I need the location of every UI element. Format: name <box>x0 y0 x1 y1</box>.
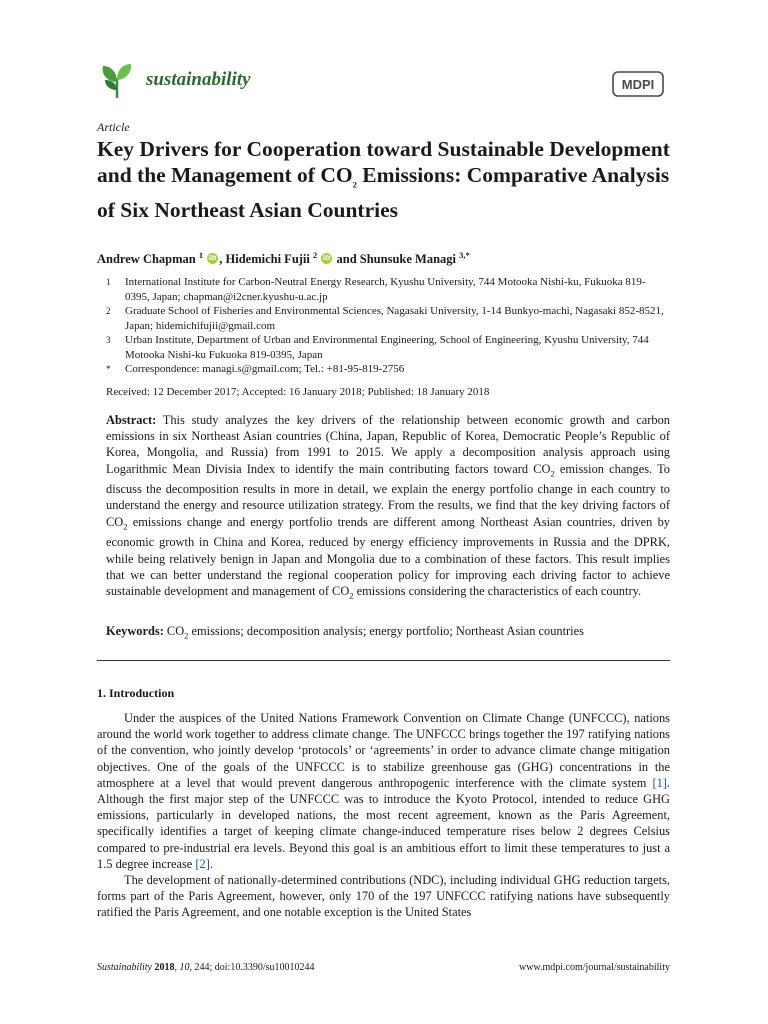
publisher-logo-icon <box>612 71 664 97</box>
affiliation-text: Graduate School of Fisheries and Environmental Sciences, Nagasaki University, 1-14 Bunkyo-machi, Nagasaki 852-8521, Japan; hidemichifujii@gmail.com <box>125 305 664 332</box>
journal-logo-icon <box>97 60 137 100</box>
affiliation-text: Urban Institute, Department of Urban and Environmental Engineering, School of Engineering, Kyushu University, 744 Motooka Nishi-ku Fukuoka 819-0395, Japan <box>125 334 649 361</box>
affiliation-mark: 1 <box>106 277 111 287</box>
correspondence <box>106 362 666 377</box>
abstract <box>106 412 670 604</box>
article-title <box>97 136 672 223</box>
affiliation-mark: 3 <box>106 335 111 345</box>
author-name[interactable]: Andrew Chapman <box>97 252 196 267</box>
keywords-subscript: 2 <box>184 630 189 641</box>
orcid-icon[interactable] <box>321 253 332 264</box>
footer-year: 2018 <box>154 962 175 973</box>
author-name[interactable]: Shunsuke Managi <box>359 252 457 267</box>
publisher-logo-text: MDPI <box>621 77 655 92</box>
footer-citation: Sustainability 2018, 10, 244; doi:10.3390/su10010244 <box>97 962 315 973</box>
abstract-subscript: 2 <box>123 521 128 532</box>
keywords-text: emissions; decomposition analysis; energy portfolio; Northeast Asian countries <box>188 624 584 638</box>
abstract-subscript: 2 <box>550 468 555 479</box>
citation-link[interactable]: [1] <box>652 775 667 790</box>
affiliation-mark: * <box>106 364 111 374</box>
journal-name: sustainability <box>146 69 251 90</box>
author-name[interactable]: Hidemichi Fujii <box>225 252 310 267</box>
keywords-label: Keywords: <box>106 624 164 638</box>
author-separator: , <box>219 252 226 267</box>
section-heading: 1. Introduction <box>97 686 175 700</box>
orcid-icon[interactable] <box>207 253 218 264</box>
affiliation-2 <box>106 304 666 334</box>
keywords-text: CO <box>163 624 185 638</box>
footer-volume: 10 <box>179 962 190 973</box>
paragraph-text: Under the auspices of the United Nations Framework Convention on Climate Change (UNFCCC), nations around the world work together to address climate change. The UNFCCC brings together the 197 ratifying nations of the convention, who jointly develop ‘protocols’ or ‘agreements’ in order to advance climate change mitigation objectives. One of the goals of the UNFCCC is to stabilize greenhouse gas (GHG) concentrations in the atmosphere at a level that would prevent dangerous anthropogenic interference with the climate system <box>97 711 670 790</box>
abstract-label: Abstract: <box>106 413 157 427</box>
author-affiliation-mark: 3,* <box>459 250 470 260</box>
affiliation-text: International Institute for Carbon-Neutral Energy Research, Kyushu University, 744 Motooka Nishi-ku, Fukuoka 819-0395, Japan; chapman@i2cner.kyushu-u.ac.jp <box>125 276 646 303</box>
affiliation-text: Correspondence: managi.s@gmail.com; Tel.: +81-95-819-2756 <box>125 363 405 375</box>
introduction-body <box>97 710 670 921</box>
footer-journal: Sustainability <box>97 962 152 973</box>
article-type: Article <box>97 120 130 134</box>
footer-doi: , 244; doi:10.3390/su10010244 <box>189 962 315 973</box>
publication-dates: Received: 12 December 2017; Accepted: 16 January 2018; Published: 18 January 2018 <box>106 386 490 398</box>
abstract-text: This study analyzes the key drivers of the relationship between economic growth and carbon emissions in six Northeast Asian countries (China, Japan, Republic of Korea, Democratic People’s Republic of Korea, Mongolia, and Russia) from 1991 to 2015. We apply a decomposition analysis approach using Logarithmic Mean Divisia Index to identify the main contributing factors toward CO <box>106 413 670 476</box>
paragraph-text: . <box>209 856 213 871</box>
title-subscript: 2 <box>352 179 357 190</box>
paragraph <box>97 710 670 872</box>
abstract-text: emissions considering the characteristics of each country. <box>353 583 642 598</box>
affiliation-mark: 2 <box>106 306 111 316</box>
footer-url[interactable]: www.mdpi.com/journal/sustainability <box>518 962 670 973</box>
author-affiliation-mark: 2 <box>313 250 318 260</box>
abstract-text: emission changes. To discuss the decomposition results in more in detail, we explain the energy portfolio change in each country to understand the energy and resource utilization strategy. From the results, we find that the key driving factors of CO <box>106 461 671 529</box>
keywords <box>106 624 670 640</box>
abstract-text: emissions change and energy portfolio trends are different among Northeast Asian countries, driven by economic growth in China and Korea, reduced by energy efficiency improvements in Russia and the DPRK, while being relatively benign in Japan and Mongolia due to a combination of these factors. This result implies that we can better understand the regional cooperation policy for improving each driving factor to achieve sustainable development and management of CO <box>106 514 670 598</box>
author-separator: and <box>333 252 360 267</box>
title-part-2: Emissions: Comparative Analysis of Six Northeast Asian Countries <box>97 163 670 223</box>
author-list <box>97 250 470 267</box>
paragraph-text: . Although the first major step of the UNFCCC was to introduce the Kyoto Protocol, intended to reduce GHG emissions, particularly in developed nations, the most recent agreement, known as the Paris Agreement, specifically identifies a target of keeping climate change-induced temperature rises below 2 degrees Celsius compared to pre-industrial era levels. Beyond this goal is an ambitious effort to limit these temperatures to just a 1.5 degree increase <box>97 775 670 871</box>
abstract-subscript: 2 <box>349 590 354 601</box>
section-divider <box>97 660 670 661</box>
author-affiliation-mark: 1 <box>198 250 204 260</box>
affiliation-1 <box>106 275 666 305</box>
affiliation-3 <box>106 333 666 363</box>
citation-link[interactable]: [2] <box>195 856 210 871</box>
title-part-1: Key Drivers for Cooperation toward Sustainable Development and the Management of CO <box>97 137 670 187</box>
paragraph: The development of nationally-determined contributions (NDC), including individual GHG reduction targets, forms part of the Paris Agreement, however, only 170 of the 197 UNFCCC ratifying nations have subsequently ratified the Paris Agreement, and one notable exception is the United States <box>97 873 670 920</box>
